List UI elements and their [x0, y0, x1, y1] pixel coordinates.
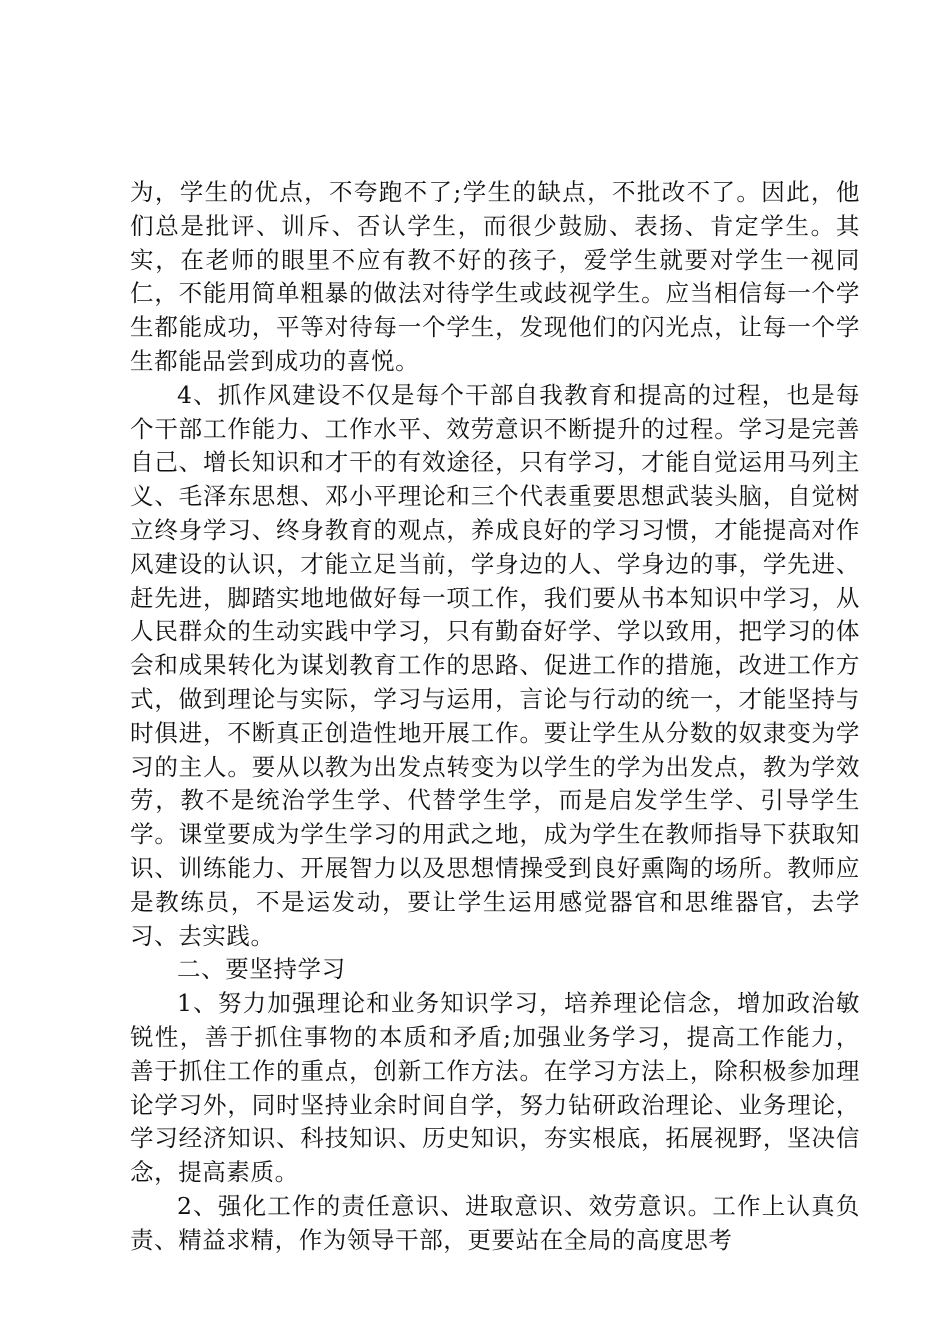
paragraph-item-2: 2、强化工作的责任意识、进取意识、效劳意识。工作上认真负责、精益求精，作为领导干部，更要站在全局的高度思考: [130, 1191, 860, 1254]
document-body: [130, 176, 860, 1258]
paragraph-continuation: 为，学生的优点，不夸跑不了;学生的缺点，不批改不了。因此，他们总是批评、训斥、否认学生，而很少鼓励、表扬、肯定学生。其实，在老师的眼里不应有教不好的孩子，爱学生就要对学生一视同仁，不能用简单粗暴的做法对待学生或歧视学生。应当相信每一个学生都能成功，平等对待每一个学生，发现他们的闪光点，让每一个学生都能品尝到成功的喜悦。: [130, 178, 860, 375]
section-heading: 二、要坚持学习: [177, 955, 346, 984]
paragraph-item-1: 1、努力加强理论和业务知识学习，培养理论信念，增加政治敏锐性，善于抓住事物的本质和矛盾;加强业务学习，提高工作能力，善于抓住工作的重点，创新工作方法。在学习方法上，除积极参加理论学习外，同时坚持业余时间自学，努力钻研政治理论、业务理论，学习经济知识、科技知识、历史知识，夯实根底，拓展视野，坚决信念，提高素质。: [130, 989, 860, 1187]
paragraph-item-4: 4、抓作风建设不仅是每个干部自我教育和提高的过程，也是每个干部工作能力、工作水平、效劳意识不断提升的过程。学习是完善自己、增长知识和才干的有效途径，只有学习，才能自觉运用马列主义、毛泽东思想、邓小平理论和三个代表重要思想武装头脑，自觉树立终身学习、终身教育的观点，养成良好的学习习惯，才能提高对作风建设的认识，才能立足当前，学身边的人、学身边的事，学先进、赶先进，脚踏实地地做好每一项工作，我们要从书本知识中学习，从人民群众的生动实践中学习，只有勤奋好学、学以致用，把学习的体会和成果转化为谋划教育工作的思路、促进工作的措施，改进工作方式，做到理论与实际，学习与运用，言论与行动的统一，才能坚持与时俱进，不断真正创造性地开展工作。要让学生从分数的奴隶变为学习的主人。要从以教为出发点转变为以学生的学为出发点，教为学效劳，教不是统治学生学、代替学生学，而是启发学生学、引导学生学。课堂要成为学生学习的用武之地，成为学生在教师指导下获取知识、训练能力、开展智力以及思想情操受到良好熏陶的场所。教师应是教练员，不是运发动，要让学生运用感觉器官和思维器官，去学习、去实践。: [130, 380, 860, 950]
